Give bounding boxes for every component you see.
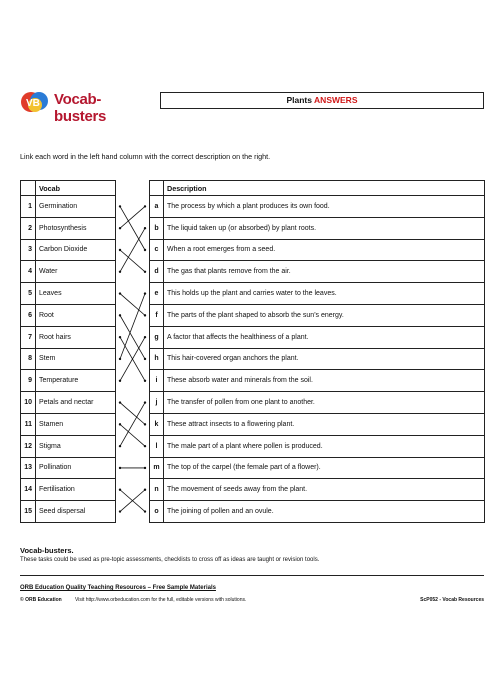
vocab-word: Seed dispersal (36, 501, 116, 523)
instruction-text: Link each word in the left hand column with the correct description on the right. (20, 152, 271, 161)
title-answers-label: ANSWERS (314, 95, 358, 105)
vocab-number: 8 (21, 348, 36, 370)
description-letter: g (150, 326, 164, 348)
match-endpoint (119, 401, 121, 403)
match-endpoint (144, 292, 146, 294)
match-line (120, 403, 145, 425)
vocab-word: Photosynthesis (36, 217, 116, 239)
match-line (120, 315, 145, 359)
description-text: The gas that plants remove from the air. (164, 261, 485, 283)
match-endpoint (144, 445, 146, 447)
vocab-number: 3 (21, 239, 36, 261)
match-endpoint (144, 249, 146, 251)
vocab-number: 14 (21, 479, 36, 501)
match-line (120, 424, 145, 446)
description-letter: l (150, 435, 164, 457)
vocab-number: 15 (21, 501, 36, 523)
description-letter: d (150, 261, 164, 283)
match-endpoint (144, 227, 146, 229)
match-endpoint (119, 271, 121, 273)
description-text: The process by which a plant produces its own food. (164, 196, 485, 218)
match-endpoint (119, 292, 121, 294)
match-endpoint (119, 336, 121, 338)
footer-copyright: © ORB Education (20, 597, 62, 603)
vocab-number: 4 (21, 261, 36, 283)
description-letter: c (150, 239, 164, 261)
logo-text: Vocab-busters (54, 91, 107, 125)
description-text: The male part of a plant where pollen is produced. (164, 435, 485, 457)
match-endpoint (144, 380, 146, 382)
description-text: The joining of pollen and an ovule. (164, 501, 485, 523)
description-text: The movement of seeds away from the plant. (164, 479, 485, 501)
description-text: The top of the carpel (the female part of a flower). (164, 457, 485, 479)
description-letter: k (150, 413, 164, 435)
description-text: These absorb water and minerals from the soil. (164, 370, 485, 392)
vocab-number: 1 (21, 196, 36, 218)
match-endpoint (119, 467, 121, 469)
match-endpoint (119, 314, 121, 316)
footer-title: Vocab-busters. (20, 546, 74, 555)
match-endpoint (119, 227, 121, 229)
vocab-number: 13 (21, 457, 36, 479)
vocab-word: Stigma (36, 435, 116, 457)
description-letter: j (150, 392, 164, 414)
vocab-header: Vocab (36, 181, 116, 196)
match-line (120, 250, 145, 272)
description-text: The transfer of pollen from one plant to another. (164, 392, 485, 414)
footer-visit: Visit http://www.orbeducation.com for the full, editable versions with solutions. (75, 597, 247, 603)
vocab-word: Germination (36, 196, 116, 218)
match-endpoint (144, 401, 146, 403)
match-endpoint (119, 205, 121, 207)
description-text: A factor that affects the healthiness of a plant. (164, 326, 485, 348)
description-letter: m (150, 457, 164, 479)
match-line (120, 206, 145, 250)
description-letter: b (150, 217, 164, 239)
match-endpoint (119, 380, 121, 382)
match-line (120, 228, 145, 272)
vocab-word: Carbon Dioxide (36, 239, 116, 261)
logo-letters: VB (26, 98, 40, 109)
match-line (120, 294, 145, 359)
match-endpoint (119, 358, 121, 360)
vocab-word: Stem (36, 348, 116, 370)
vocab-word: Root (36, 304, 116, 326)
match-endpoint (119, 489, 121, 491)
match-endpoint (144, 205, 146, 207)
vocab-word: Water (36, 261, 116, 283)
description-text: The parts of the plant shaped to absorb the sun’s energy. (164, 304, 485, 326)
match-line (120, 403, 145, 447)
vocab-word: Petals and nectar (36, 392, 116, 414)
description-text: This holds up the plant and carries water to the leaves. (164, 283, 485, 305)
description-letter: e (150, 283, 164, 305)
match-endpoint (144, 467, 146, 469)
description-letter: h (150, 348, 164, 370)
vocab-number: 11 (21, 413, 36, 435)
description-text: The liquid taken up (or absorbed) by plant roots. (164, 217, 485, 239)
description-letter: i (150, 370, 164, 392)
match-endpoint (119, 445, 121, 447)
match-endpoint (144, 358, 146, 360)
vocab-number: 6 (21, 304, 36, 326)
description-letter: n (150, 479, 164, 501)
match-endpoint (144, 336, 146, 338)
match-endpoint (119, 423, 121, 425)
vocab-number: 2 (21, 217, 36, 239)
match-line (120, 206, 145, 228)
vocab-number: 12 (21, 435, 36, 457)
match-endpoint (144, 271, 146, 273)
match-endpoint (144, 510, 146, 512)
match-endpoint (144, 423, 146, 425)
description-header: Description (164, 181, 485, 196)
match-endpoint (144, 489, 146, 491)
footer-note: These tasks could be used as pre-topic assessments, checklists to cross off as ideas are taught or revision tools. (20, 557, 320, 563)
footer-divider (20, 575, 484, 576)
vocab-word: Pollination (36, 457, 116, 479)
vocab-number: 9 (21, 370, 36, 392)
vocab-word: Temperature (36, 370, 116, 392)
vocab-word: Fertilisation (36, 479, 116, 501)
vocab-word: Root hairs (36, 326, 116, 348)
match-endpoint (144, 314, 146, 316)
vocab-number: 7 (21, 326, 36, 348)
description-letter: a (150, 196, 164, 218)
description-text: These attract insects to a flowering plant. (164, 413, 485, 435)
description-text: This hair-covered organ anchors the plant. (164, 348, 485, 370)
description-letter: o (150, 501, 164, 523)
match-endpoint (119, 249, 121, 251)
match-endpoint (119, 510, 121, 512)
footer-org: ORB Education Quality Teaching Resources – Free Sample Materials (20, 585, 216, 591)
description-text: When a root emerges from a seed. (164, 239, 485, 261)
description-letter: f (150, 304, 164, 326)
vocab-word: Leaves (36, 283, 116, 305)
footer-code: ScP052 - Vocab Resources (420, 597, 484, 603)
title-text: Plants (286, 95, 312, 105)
vocab-number: 10 (21, 392, 36, 414)
vocab-word: Stamen (36, 413, 116, 435)
vocab-number: 5 (21, 283, 36, 305)
